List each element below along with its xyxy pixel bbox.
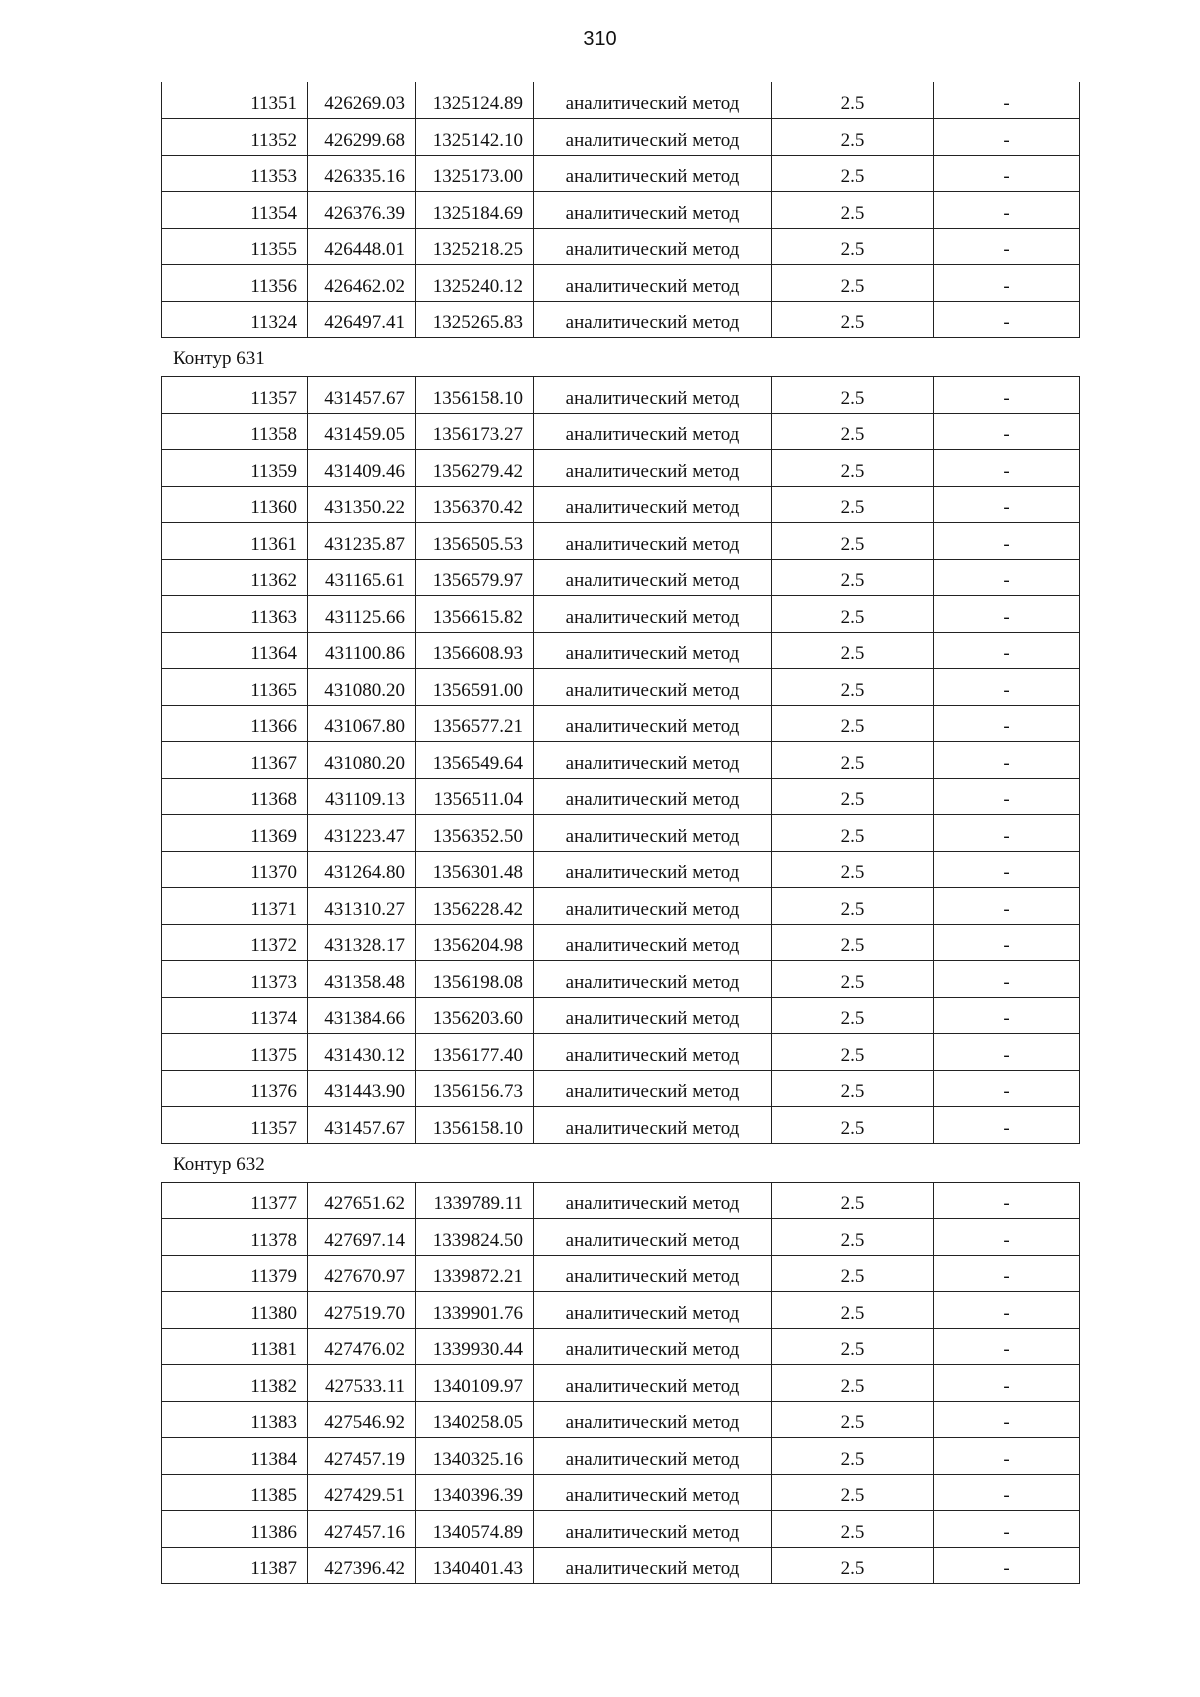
accuracy-cell: 2.5 bbox=[772, 669, 934, 706]
accuracy-cell: 2.5 bbox=[772, 1547, 934, 1584]
y-coordinate-cell: 1356505.53 bbox=[416, 523, 534, 560]
note-cell: - bbox=[934, 119, 1080, 156]
table-row bbox=[162, 705, 1080, 742]
method-cell: аналитический метод bbox=[534, 413, 772, 450]
x-coordinate-cell: 426299.68 bbox=[308, 119, 416, 156]
x-coordinate-cell: 426462.02 bbox=[308, 265, 416, 302]
table-row bbox=[162, 265, 1080, 302]
table-row bbox=[162, 377, 1080, 414]
table-row bbox=[162, 1511, 1080, 1548]
point-number-cell: 11386 bbox=[162, 1511, 308, 1548]
note-cell: - bbox=[934, 1292, 1080, 1329]
note-cell: - bbox=[934, 815, 1080, 852]
table-row bbox=[162, 669, 1080, 706]
note-cell: - bbox=[934, 265, 1080, 302]
point-number-cell: 11357 bbox=[162, 1107, 308, 1144]
x-coordinate-cell: 431459.05 bbox=[308, 413, 416, 450]
point-number-cell: 11354 bbox=[162, 192, 308, 229]
table-row bbox=[162, 632, 1080, 669]
y-coordinate-cell: 1339872.21 bbox=[416, 1255, 534, 1292]
note-cell: - bbox=[934, 82, 1080, 119]
x-coordinate-cell: 427476.02 bbox=[308, 1328, 416, 1365]
method-cell: аналитический метод bbox=[534, 632, 772, 669]
x-coordinate-cell: 427697.14 bbox=[308, 1219, 416, 1256]
method-cell: аналитический метод bbox=[534, 815, 772, 852]
note-cell: - bbox=[934, 1328, 1080, 1365]
y-coordinate-cell: 1356608.93 bbox=[416, 632, 534, 669]
table-row bbox=[162, 997, 1080, 1034]
y-coordinate-cell: 1356173.27 bbox=[416, 413, 534, 450]
coordinates-table bbox=[161, 1182, 1080, 1585]
note-cell: - bbox=[934, 742, 1080, 779]
point-number-cell: 11359 bbox=[162, 450, 308, 487]
coordinates-document bbox=[161, 82, 1079, 1584]
table-row bbox=[162, 82, 1080, 119]
note-cell: - bbox=[934, 924, 1080, 961]
method-cell: аналитический метод bbox=[534, 1219, 772, 1256]
x-coordinate-cell: 431165.61 bbox=[308, 559, 416, 596]
coordinates-table bbox=[161, 82, 1080, 338]
note-cell: - bbox=[934, 301, 1080, 338]
x-coordinate-cell: 431264.80 bbox=[308, 851, 416, 888]
point-number-cell: 11324 bbox=[162, 301, 308, 338]
x-coordinate-cell: 431457.67 bbox=[308, 1107, 416, 1144]
coordinates-table bbox=[161, 376, 1080, 1144]
table-row bbox=[162, 924, 1080, 961]
accuracy-cell: 2.5 bbox=[772, 192, 934, 229]
y-coordinate-cell: 1356203.60 bbox=[416, 997, 534, 1034]
table-row bbox=[162, 1438, 1080, 1475]
point-number-cell: 11372 bbox=[162, 924, 308, 961]
table-row bbox=[162, 851, 1080, 888]
point-number-cell: 11387 bbox=[162, 1547, 308, 1584]
method-cell: аналитический метод bbox=[534, 192, 772, 229]
x-coordinate-cell: 427457.19 bbox=[308, 1438, 416, 1475]
x-coordinate-cell: 427396.42 bbox=[308, 1547, 416, 1584]
note-cell: - bbox=[934, 559, 1080, 596]
accuracy-cell: 2.5 bbox=[772, 119, 934, 156]
point-number-cell: 11357 bbox=[162, 377, 308, 414]
x-coordinate-cell: 431350.22 bbox=[308, 486, 416, 523]
table-row bbox=[162, 1547, 1080, 1584]
method-cell: аналитический метод bbox=[534, 486, 772, 523]
accuracy-cell: 2.5 bbox=[772, 997, 934, 1034]
y-coordinate-cell: 1356279.42 bbox=[416, 450, 534, 487]
y-coordinate-cell: 1340109.97 bbox=[416, 1365, 534, 1402]
point-number-cell: 11358 bbox=[162, 413, 308, 450]
method-cell: аналитический метод bbox=[534, 888, 772, 925]
table-row bbox=[162, 1255, 1080, 1292]
point-number-cell: 11361 bbox=[162, 523, 308, 560]
point-number-cell: 11382 bbox=[162, 1365, 308, 1402]
point-number-cell: 11370 bbox=[162, 851, 308, 888]
note-cell: - bbox=[934, 632, 1080, 669]
table-row bbox=[162, 961, 1080, 998]
accuracy-cell: 2.5 bbox=[772, 559, 934, 596]
y-coordinate-cell: 1340258.05 bbox=[416, 1401, 534, 1438]
method-cell: аналитический метод bbox=[534, 596, 772, 633]
note-cell: - bbox=[934, 851, 1080, 888]
accuracy-cell: 2.5 bbox=[772, 82, 934, 119]
y-coordinate-cell: 1356579.97 bbox=[416, 559, 534, 596]
method-cell: аналитический метод bbox=[534, 851, 772, 888]
method-cell: аналитический метод bbox=[534, 155, 772, 192]
note-cell: - bbox=[934, 669, 1080, 706]
point-number-cell: 11367 bbox=[162, 742, 308, 779]
method-cell: аналитический метод bbox=[534, 1107, 772, 1144]
x-coordinate-cell: 431409.46 bbox=[308, 450, 416, 487]
note-cell: - bbox=[934, 413, 1080, 450]
table-row bbox=[162, 1474, 1080, 1511]
method-cell: аналитический метод bbox=[534, 301, 772, 338]
method-cell: аналитический метод bbox=[534, 265, 772, 302]
table-row bbox=[162, 1034, 1080, 1071]
y-coordinate-cell: 1356370.42 bbox=[416, 486, 534, 523]
point-number-cell: 11365 bbox=[162, 669, 308, 706]
y-coordinate-cell: 1325173.00 bbox=[416, 155, 534, 192]
accuracy-cell: 2.5 bbox=[772, 155, 934, 192]
method-cell: аналитический метод bbox=[534, 523, 772, 560]
y-coordinate-cell: 1356158.10 bbox=[416, 1107, 534, 1144]
note-cell: - bbox=[934, 450, 1080, 487]
point-number-cell: 11351 bbox=[162, 82, 308, 119]
table-row bbox=[162, 778, 1080, 815]
y-coordinate-cell: 1356352.50 bbox=[416, 815, 534, 852]
point-number-cell: 11383 bbox=[162, 1401, 308, 1438]
y-coordinate-cell: 1325240.12 bbox=[416, 265, 534, 302]
y-coordinate-cell: 1325184.69 bbox=[416, 192, 534, 229]
accuracy-cell: 2.5 bbox=[772, 1107, 934, 1144]
point-number-cell: 11378 bbox=[162, 1219, 308, 1256]
point-number-cell: 11380 bbox=[162, 1292, 308, 1329]
accuracy-cell: 2.5 bbox=[772, 1292, 934, 1329]
table-row bbox=[162, 596, 1080, 633]
method-cell: аналитический метод bbox=[534, 1547, 772, 1584]
method-cell: аналитический метод bbox=[534, 924, 772, 961]
y-coordinate-cell: 1339930.44 bbox=[416, 1328, 534, 1365]
y-coordinate-cell: 1339789.11 bbox=[416, 1182, 534, 1219]
accuracy-cell: 2.5 bbox=[772, 705, 934, 742]
y-coordinate-cell: 1340325.16 bbox=[416, 1438, 534, 1475]
point-number-cell: 11379 bbox=[162, 1255, 308, 1292]
accuracy-cell: 2.5 bbox=[772, 377, 934, 414]
y-coordinate-cell: 1356177.40 bbox=[416, 1034, 534, 1071]
y-coordinate-cell: 1356156.73 bbox=[416, 1070, 534, 1107]
table-row bbox=[162, 228, 1080, 265]
note-cell: - bbox=[934, 523, 1080, 560]
point-number-cell: 11374 bbox=[162, 997, 308, 1034]
method-cell: аналитический метод bbox=[534, 1365, 772, 1402]
method-cell: аналитический метод bbox=[534, 228, 772, 265]
note-cell: - bbox=[934, 1107, 1080, 1144]
note-cell: - bbox=[934, 377, 1080, 414]
method-cell: аналитический метод bbox=[534, 997, 772, 1034]
accuracy-cell: 2.5 bbox=[772, 888, 934, 925]
x-coordinate-cell: 431310.27 bbox=[308, 888, 416, 925]
y-coordinate-cell: 1356301.48 bbox=[416, 851, 534, 888]
x-coordinate-cell: 431067.80 bbox=[308, 705, 416, 742]
x-coordinate-cell: 431328.17 bbox=[308, 924, 416, 961]
x-coordinate-cell: 427519.70 bbox=[308, 1292, 416, 1329]
y-coordinate-cell: 1356204.98 bbox=[416, 924, 534, 961]
x-coordinate-cell: 426269.03 bbox=[308, 82, 416, 119]
point-number-cell: 11352 bbox=[162, 119, 308, 156]
point-number-cell: 11356 bbox=[162, 265, 308, 302]
point-number-cell: 11364 bbox=[162, 632, 308, 669]
table-row bbox=[162, 1107, 1080, 1144]
method-cell: аналитический метод bbox=[534, 1438, 772, 1475]
table-row bbox=[162, 1328, 1080, 1365]
table-row bbox=[162, 192, 1080, 229]
note-cell: - bbox=[934, 1365, 1080, 1402]
point-number-cell: 11375 bbox=[162, 1034, 308, 1071]
note-cell: - bbox=[934, 1034, 1080, 1071]
accuracy-cell: 2.5 bbox=[772, 851, 934, 888]
note-cell: - bbox=[934, 155, 1080, 192]
note-cell: - bbox=[934, 1547, 1080, 1584]
y-coordinate-cell: 1356577.21 bbox=[416, 705, 534, 742]
point-number-cell: 11384 bbox=[162, 1438, 308, 1475]
method-cell: аналитический метод bbox=[534, 82, 772, 119]
y-coordinate-cell: 1340401.43 bbox=[416, 1547, 534, 1584]
accuracy-cell: 2.5 bbox=[772, 301, 934, 338]
table-row bbox=[162, 1401, 1080, 1438]
x-coordinate-cell: 427670.97 bbox=[308, 1255, 416, 1292]
method-cell: аналитический метод bbox=[534, 1034, 772, 1071]
y-coordinate-cell: 1356158.10 bbox=[416, 377, 534, 414]
method-cell: аналитический метод bbox=[534, 742, 772, 779]
y-coordinate-cell: 1356511.04 bbox=[416, 778, 534, 815]
page-number: 310 bbox=[583, 28, 617, 50]
point-number-cell: 11355 bbox=[162, 228, 308, 265]
x-coordinate-cell: 426497.41 bbox=[308, 301, 416, 338]
table-row bbox=[162, 1292, 1080, 1329]
x-coordinate-cell: 427457.16 bbox=[308, 1511, 416, 1548]
point-number-cell: 11369 bbox=[162, 815, 308, 852]
table-row bbox=[162, 301, 1080, 338]
x-coordinate-cell: 431223.47 bbox=[308, 815, 416, 852]
method-cell: аналитический метод bbox=[534, 1328, 772, 1365]
y-coordinate-cell: 1356591.00 bbox=[416, 669, 534, 706]
method-cell: аналитический метод bbox=[534, 705, 772, 742]
note-cell: - bbox=[934, 1401, 1080, 1438]
note-cell: - bbox=[934, 1511, 1080, 1548]
table-row bbox=[162, 888, 1080, 925]
y-coordinate-cell: 1356615.82 bbox=[416, 596, 534, 633]
note-cell: - bbox=[934, 705, 1080, 742]
method-cell: аналитический метод bbox=[534, 450, 772, 487]
note-cell: - bbox=[934, 1255, 1080, 1292]
point-number-cell: 11353 bbox=[162, 155, 308, 192]
point-number-cell: 11377 bbox=[162, 1182, 308, 1219]
x-coordinate-cell: 431125.66 bbox=[308, 596, 416, 633]
note-cell: - bbox=[934, 888, 1080, 925]
accuracy-cell: 2.5 bbox=[772, 1328, 934, 1365]
method-cell: аналитический метод bbox=[534, 1255, 772, 1292]
accuracy-cell: 2.5 bbox=[772, 1182, 934, 1219]
y-coordinate-cell: 1356549.64 bbox=[416, 742, 534, 779]
method-cell: аналитический метод bbox=[534, 119, 772, 156]
point-number-cell: 11363 bbox=[162, 596, 308, 633]
table-row bbox=[162, 1182, 1080, 1219]
accuracy-cell: 2.5 bbox=[772, 742, 934, 779]
accuracy-cell: 2.5 bbox=[772, 1511, 934, 1548]
point-number-cell: 11381 bbox=[162, 1328, 308, 1365]
note-cell: - bbox=[934, 1182, 1080, 1219]
x-coordinate-cell: 426448.01 bbox=[308, 228, 416, 265]
x-coordinate-cell: 431109.13 bbox=[308, 778, 416, 815]
method-cell: аналитический метод bbox=[534, 1070, 772, 1107]
x-coordinate-cell: 431457.67 bbox=[308, 377, 416, 414]
point-number-cell: 11368 bbox=[162, 778, 308, 815]
contour-label: Контур 632 bbox=[173, 1153, 265, 1175]
table-row bbox=[162, 559, 1080, 596]
x-coordinate-cell: 426376.39 bbox=[308, 192, 416, 229]
table-row bbox=[162, 815, 1080, 852]
table-row bbox=[162, 1070, 1080, 1107]
accuracy-cell: 2.5 bbox=[772, 450, 934, 487]
method-cell: аналитический метод bbox=[534, 778, 772, 815]
note-cell: - bbox=[934, 1438, 1080, 1475]
table-row bbox=[162, 119, 1080, 156]
accuracy-cell: 2.5 bbox=[772, 815, 934, 852]
method-cell: аналитический метод bbox=[534, 1511, 772, 1548]
table-row bbox=[162, 742, 1080, 779]
accuracy-cell: 2.5 bbox=[772, 1070, 934, 1107]
accuracy-cell: 2.5 bbox=[772, 228, 934, 265]
accuracy-cell: 2.5 bbox=[772, 413, 934, 450]
accuracy-cell: 2.5 bbox=[772, 596, 934, 633]
y-coordinate-cell: 1325265.83 bbox=[416, 301, 534, 338]
accuracy-cell: 2.5 bbox=[772, 1255, 934, 1292]
y-coordinate-cell: 1356198.08 bbox=[416, 961, 534, 998]
y-coordinate-cell: 1325142.10 bbox=[416, 119, 534, 156]
note-cell: - bbox=[934, 1070, 1080, 1107]
note-cell: - bbox=[934, 596, 1080, 633]
accuracy-cell: 2.5 bbox=[772, 1365, 934, 1402]
table-row bbox=[162, 155, 1080, 192]
point-number-cell: 11373 bbox=[162, 961, 308, 998]
contour-label: Контур 631 bbox=[173, 348, 265, 369]
method-cell: аналитический метод bbox=[534, 961, 772, 998]
accuracy-cell: 2.5 bbox=[772, 632, 934, 669]
y-coordinate-cell: 1325124.89 bbox=[416, 82, 534, 119]
x-coordinate-cell: 427651.62 bbox=[308, 1182, 416, 1219]
table-row bbox=[162, 1219, 1080, 1256]
note-cell: - bbox=[934, 228, 1080, 265]
accuracy-cell: 2.5 bbox=[772, 523, 934, 560]
accuracy-cell: 2.5 bbox=[772, 778, 934, 815]
point-number-cell: 11385 bbox=[162, 1474, 308, 1511]
table-row bbox=[162, 486, 1080, 523]
method-cell: аналитический метод bbox=[534, 669, 772, 706]
note-cell: - bbox=[934, 778, 1080, 815]
x-coordinate-cell: 431235.87 bbox=[308, 523, 416, 560]
method-cell: аналитический метод bbox=[534, 1401, 772, 1438]
x-coordinate-cell: 426335.16 bbox=[308, 155, 416, 192]
table-row bbox=[162, 523, 1080, 560]
accuracy-cell: 2.5 bbox=[772, 1219, 934, 1256]
y-coordinate-cell: 1340396.39 bbox=[416, 1474, 534, 1511]
accuracy-cell: 2.5 bbox=[772, 1474, 934, 1511]
table-row bbox=[162, 1365, 1080, 1402]
note-cell: - bbox=[934, 997, 1080, 1034]
table-row bbox=[162, 413, 1080, 450]
y-coordinate-cell: 1356228.42 bbox=[416, 888, 534, 925]
note-cell: - bbox=[934, 1474, 1080, 1511]
x-coordinate-cell: 431080.20 bbox=[308, 742, 416, 779]
x-coordinate-cell: 431100.86 bbox=[308, 632, 416, 669]
note-cell: - bbox=[934, 1219, 1080, 1256]
accuracy-cell: 2.5 bbox=[772, 265, 934, 302]
point-number-cell: 11360 bbox=[162, 486, 308, 523]
y-coordinate-cell: 1325218.25 bbox=[416, 228, 534, 265]
y-coordinate-cell: 1339901.76 bbox=[416, 1292, 534, 1329]
x-coordinate-cell: 431430.12 bbox=[308, 1034, 416, 1071]
accuracy-cell: 2.5 bbox=[772, 1438, 934, 1475]
point-number-cell: 11366 bbox=[162, 705, 308, 742]
accuracy-cell: 2.5 bbox=[772, 924, 934, 961]
method-cell: аналитический метод bbox=[534, 377, 772, 414]
accuracy-cell: 2.5 bbox=[772, 1034, 934, 1071]
accuracy-cell: 2.5 bbox=[772, 961, 934, 998]
method-cell: аналитический метод bbox=[534, 1292, 772, 1329]
note-cell: - bbox=[934, 486, 1080, 523]
x-coordinate-cell: 427546.92 bbox=[308, 1401, 416, 1438]
x-coordinate-cell: 431443.90 bbox=[308, 1070, 416, 1107]
point-number-cell: 11371 bbox=[162, 888, 308, 925]
x-coordinate-cell: 431384.66 bbox=[308, 997, 416, 1034]
y-coordinate-cell: 1340574.89 bbox=[416, 1511, 534, 1548]
x-coordinate-cell: 431358.48 bbox=[308, 961, 416, 998]
note-cell: - bbox=[934, 961, 1080, 998]
note-cell: - bbox=[934, 192, 1080, 229]
table-row bbox=[162, 450, 1080, 487]
y-coordinate-cell: 1339824.50 bbox=[416, 1219, 534, 1256]
point-number-cell: 11376 bbox=[162, 1070, 308, 1107]
method-cell: аналитический метод bbox=[534, 1474, 772, 1511]
method-cell: аналитический метод bbox=[534, 1182, 772, 1219]
x-coordinate-cell: 427429.51 bbox=[308, 1474, 416, 1511]
method-cell: аналитический метод bbox=[534, 559, 772, 596]
point-number-cell: 11362 bbox=[162, 559, 308, 596]
accuracy-cell: 2.5 bbox=[772, 486, 934, 523]
x-coordinate-cell: 427533.11 bbox=[308, 1365, 416, 1402]
x-coordinate-cell: 431080.20 bbox=[308, 669, 416, 706]
accuracy-cell: 2.5 bbox=[772, 1401, 934, 1438]
